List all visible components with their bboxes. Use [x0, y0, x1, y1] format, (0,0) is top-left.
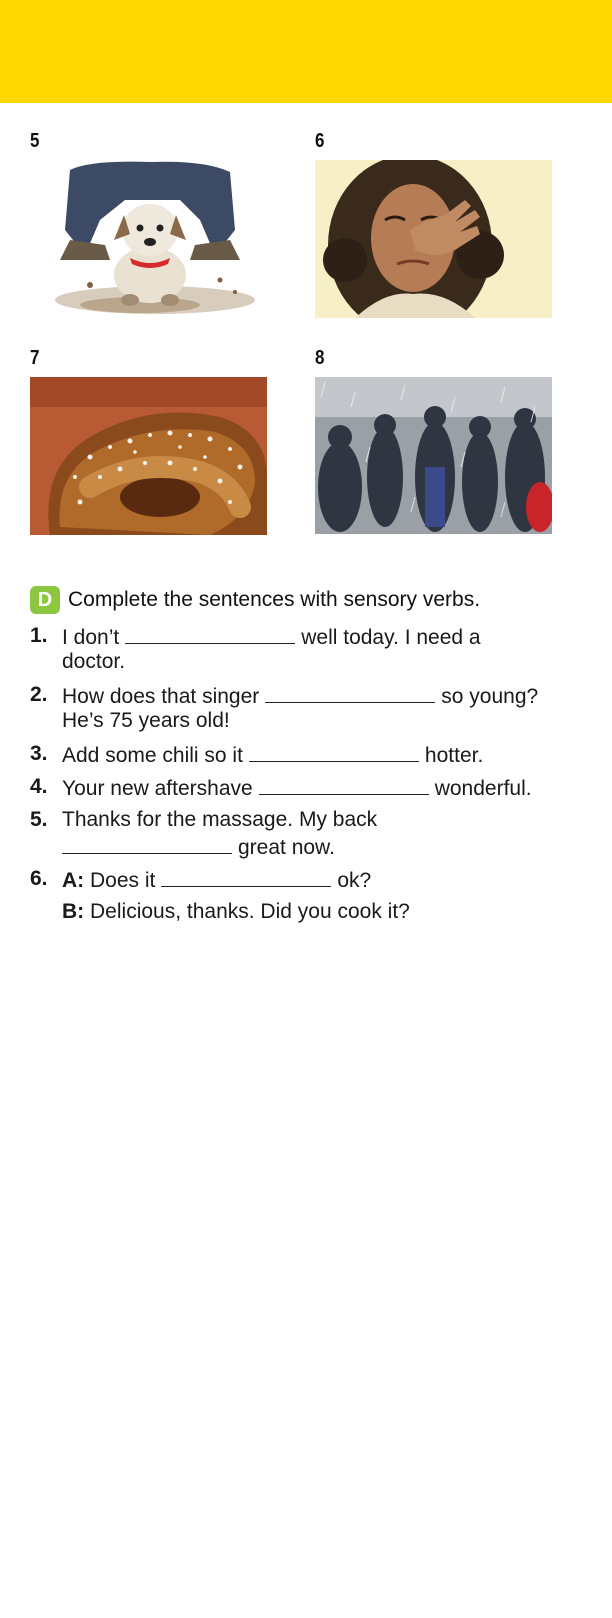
exercise-1-continuation: doctor. [62, 650, 126, 673]
section-badge: D [30, 586, 60, 614]
dirty-dog-photo [30, 160, 270, 322]
exercise-number: 3. [30, 742, 48, 765]
photo-number-7: 7 [30, 347, 40, 369]
sentence-part: wonderful. [434, 777, 532, 800]
sentence-part: hotter. [424, 744, 484, 767]
salted-pretzel-photo [30, 377, 267, 535]
sentence-part: How does that singer [62, 685, 260, 708]
exercise-number: 2. [30, 683, 48, 706]
answer-blank[interactable] [249, 741, 419, 762]
answer-blank[interactable] [125, 623, 295, 644]
sentence-part: well today. I need a [301, 626, 481, 649]
photo-number-5: 5 [30, 130, 40, 152]
exercise-number: 1. [30, 624, 48, 647]
sentence-part: Does it [90, 869, 156, 892]
speaker-label: B: [62, 900, 85, 923]
sentence-part: ok? [337, 869, 372, 892]
sentence-part: Delicious, thanks. Did you cook it? [90, 900, 410, 923]
section-instruction: Complete the sentences with sensory verbs. [68, 588, 481, 611]
sentence-part: Your new aftershave [62, 777, 253, 800]
exercise-number: 4. [30, 775, 48, 798]
sentence-part: so young? [441, 685, 539, 708]
photo-number-6: 6 [315, 130, 325, 152]
answer-blank[interactable] [265, 682, 435, 703]
sentence-part: great now. [238, 836, 335, 859]
section-d-header [30, 586, 480, 614]
exercise-2-continuation: He’s 75 years old! [62, 709, 230, 732]
sentence-part: Thanks for the massage. My back [62, 808, 378, 831]
exercise-number: 5. [30, 808, 48, 831]
answer-blank[interactable] [62, 833, 232, 854]
answer-blank[interactable] [259, 774, 429, 795]
answer-blank[interactable] [161, 866, 331, 887]
exercise-6-reply [62, 899, 410, 925]
photo-number-8: 8 [315, 347, 325, 369]
speaker-label: A: [62, 869, 85, 892]
header-banner [0, 0, 612, 103]
sentence-part: Add some chili so it [62, 744, 243, 767]
exercise-number: 6. [30, 867, 48, 890]
sentence-part: I don’t [62, 626, 120, 649]
crowd-in-rain-photo [315, 377, 552, 534]
exercise-5-continuation [56, 833, 335, 861]
woman-holding-nose-photo [315, 160, 552, 318]
